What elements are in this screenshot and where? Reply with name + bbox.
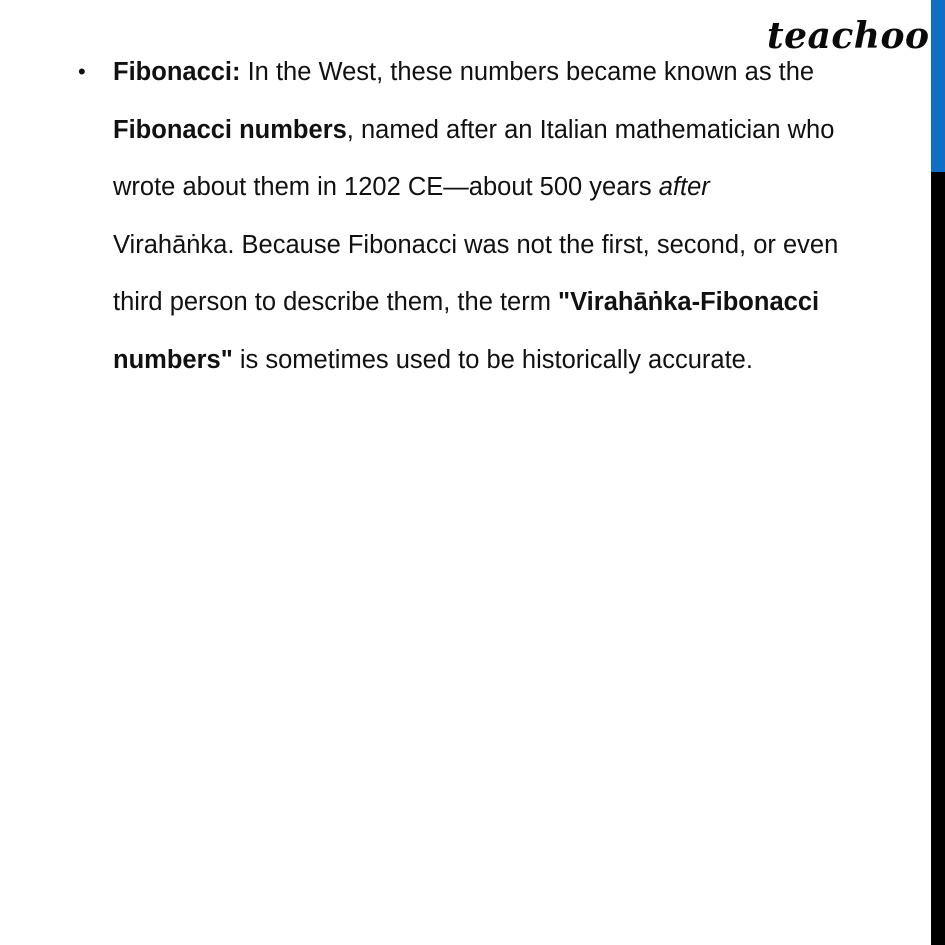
text-segment: is sometimes used to be historically accurate. — [232, 345, 753, 374]
emphasis-after: after — [658, 173, 710, 201]
text-segment: wrote about them in 1202 CE—about 500 years — [113, 173, 659, 201]
bullet-text — [113, 44, 933, 389]
text-segment: In the West, these numbers became known as the — [240, 58, 815, 86]
side-accent-bar-black — [931, 172, 945, 945]
term-virahanka-fibonacci: "Virahāṅka-Fibonacci — [558, 288, 820, 316]
term-numbers-quote: numbers" — [113, 345, 233, 374]
term-fibonacci-numbers: Fibonacci numbers — [113, 115, 347, 144]
side-accent-bar-blue — [931, 0, 945, 172]
text-segment: third person to describe them, the term — [113, 288, 559, 316]
teachoo-logo: teachoo — [767, 15, 930, 57]
text-segment: Virahāṅka. Because Fibonacci was not the first, second, or even — [113, 230, 839, 259]
bullet-icon: • — [78, 59, 86, 84]
text-segment: , named after an Italian mathematician who — [346, 115, 835, 144]
text-line-4 — [113, 217, 933, 275]
text-line-5 — [113, 274, 933, 332]
text-line-1 — [113, 44, 933, 102]
text-line-6 — [113, 332, 933, 390]
text-line-2 — [113, 102, 933, 160]
text-line-3 — [113, 159, 933, 217]
term-fibonacci-label: Fibonacci: — [113, 58, 241, 86]
